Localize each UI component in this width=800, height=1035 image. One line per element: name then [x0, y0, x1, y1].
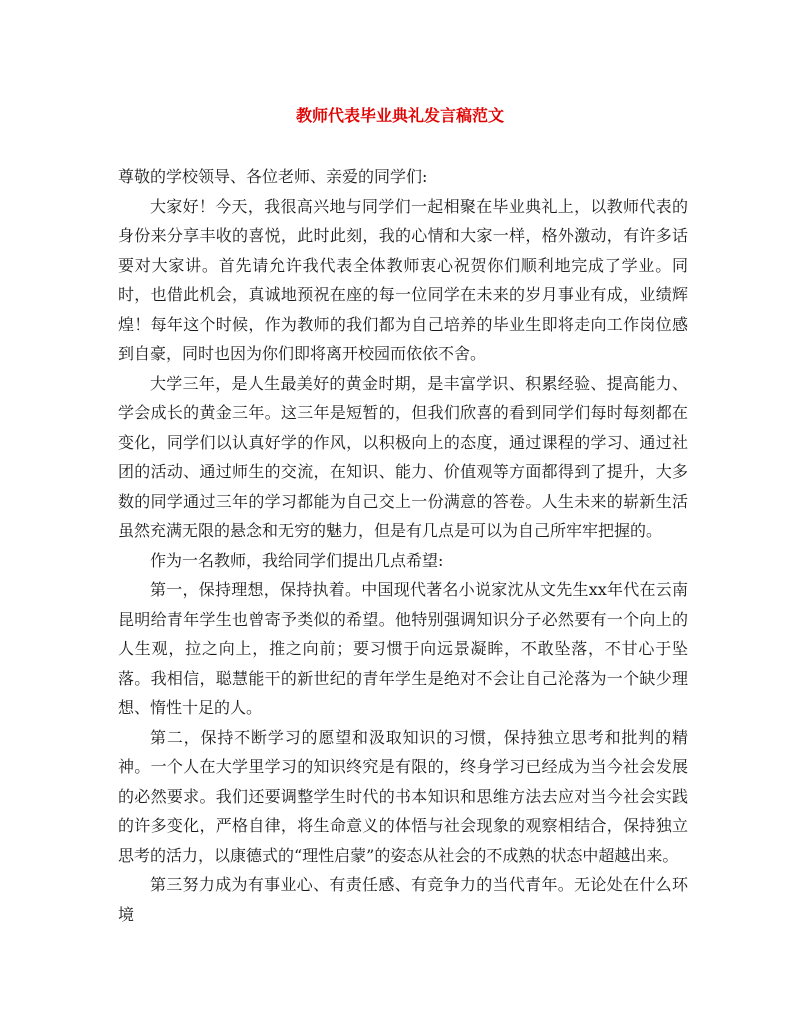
paragraph-5: 第二，保持不断学习的愿望和汲取知识的习惯，保持独立思考和批判的精神。一个人在大学里学习的知识终究是有限的，终身学习已经成为当今社会发展的必然要求。我们还要调整学生时代的书本知识和思维方法去应对当今社会实践的许多变化，严格自律，将生命意义的体悟与社会现象的观察相结合，保持独立思考的活力，以康德式的“理性启蒙”的姿态从社会的不成熟的状态中超越出来。: [118, 727, 688, 865]
salutation: 尊敬的学校领导、各位老师、亲爱的同学们:: [118, 167, 428, 186]
paragraph-3: 作为一名教师，我给同学们提出几点希望:: [150, 550, 444, 570]
paragraph-1: 大家好！今天，我很高兴地与同学们一起相聚在毕业典礼上，以教师代表的身份来分享丰收的喜悦，此时此刻，我的心情和大家一样，格外激动，有许多话要对大家讲。首先请允许我代表全体教师衷心祝贺你们顺利地完成了学业。同时，也借此机会，真诚地预祝在座的每一位同学在未来的岁月事业有成，业绩辉煌！每年这个时候，作为教师的我们都为自己培养的毕业生即将走向工作岗位感到自豪，同时也因为你们即将离开校园而依依不舍。: [118, 196, 688, 363]
document-title: 教师代表毕业典礼发言稿范文: [295, 106, 504, 125]
paragraph-4: 第一，保持理想，保持执着。中国现代著名小说家沈从文先生xx年代在云南昆明给青年学生也曾寄予类似的希望。他特别强调知识分子必然要有一个向上的人生观，拉之向上，推之向前；要习惯于向远景凝眸，不敢坠落，不甘心于坠落。我相信，聪慧能干的新世纪的青年学生是绝对不会让自己沦落为一个缺少理想、惰性十足的人。: [118, 580, 688, 717]
paragraph-6: 第三努力成为有事业心、有责任感、有竞争力的当代青年。无论处在什么环境: [118, 875, 688, 924]
paragraph-2: 大学三年，是人生最美好的黄金时期，是丰富学识、积累经验、提高能力、学会成长的黄金三年。这三年是短暂的，但我们欣喜的看到同学们每时每刻都在变化，同学们以认真好学的作风，以积极向上的态度，通过课程的学习、通过社团的活动、通过师生的交流，在知识、能力、价值观等方面都得到了提升，大多数的同学通过三年的学习都能为自己交上一份满意的答卷。人生未来的崭新生活虽然充满无限的悬念和无穷的魅力，但是有几点是可以为自己所牢牢把握的。: [118, 373, 688, 540]
document-body: [118, 162, 688, 929]
